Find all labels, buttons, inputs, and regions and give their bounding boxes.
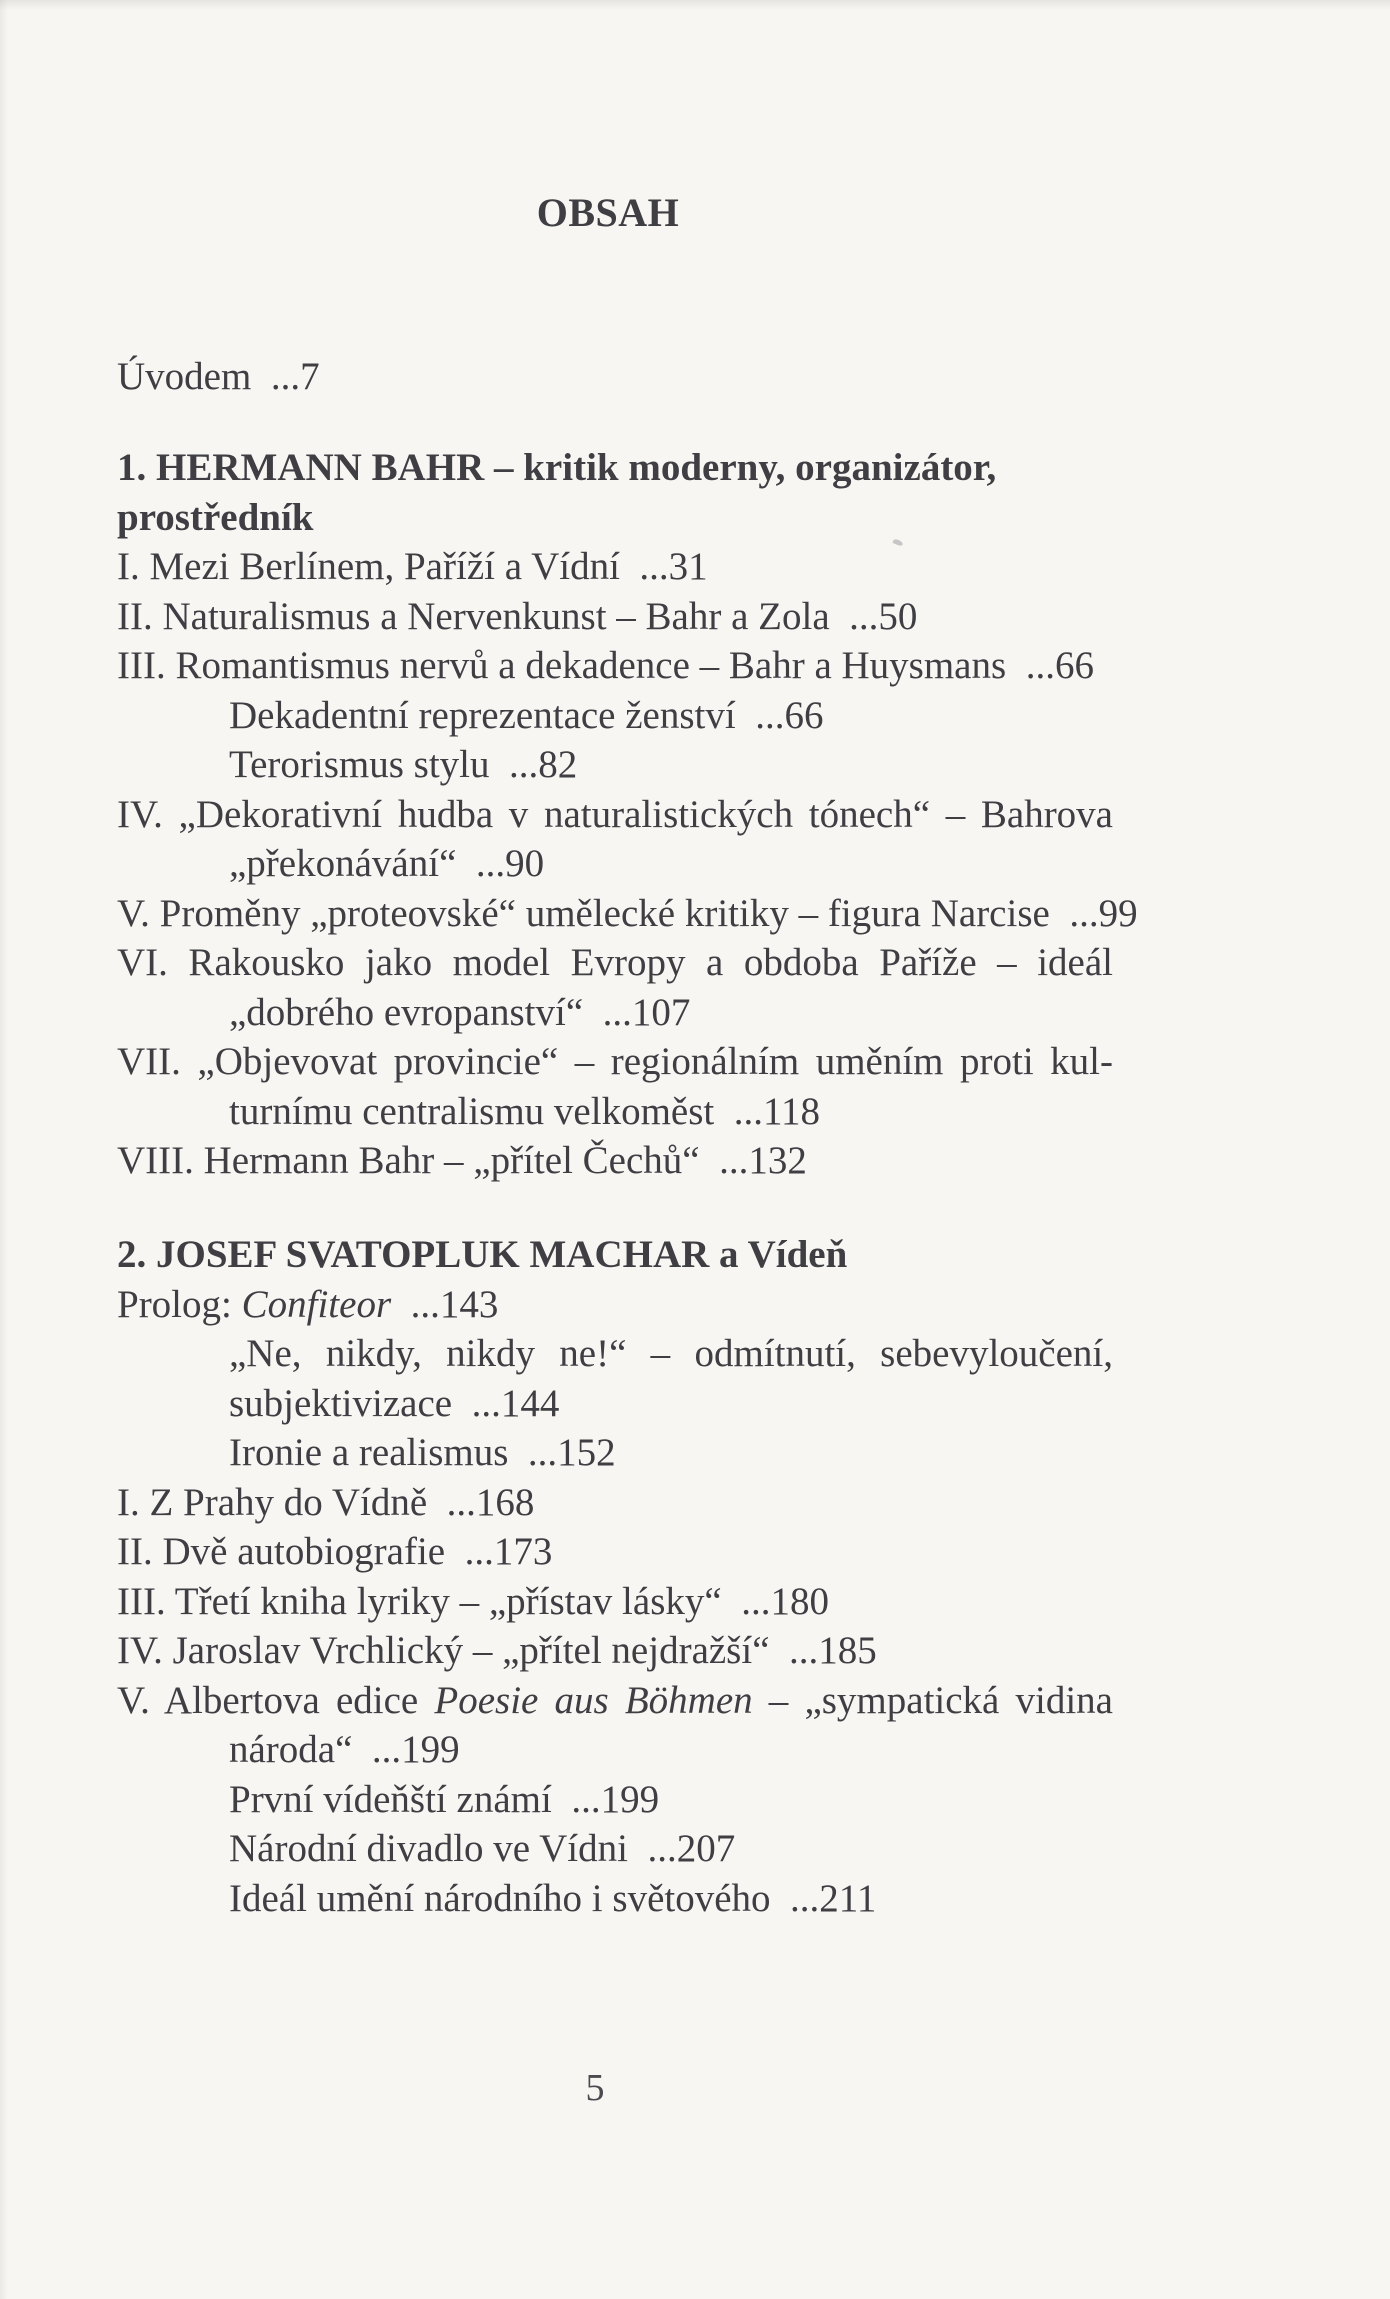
toc-entry-text: I. Mezi Berlínem, Paříží a Vídní	[117, 545, 620, 588]
toc-page-ref: ...199	[551, 1777, 660, 1821]
toc-page-ref: ...132	[699, 1139, 807, 1182]
toc-page-ref: ...143	[391, 1282, 499, 1326]
toc-page-ref: ...82	[489, 743, 578, 786]
toc-entry	[117, 352, 1113, 402]
toc-entry-text: I. Z Prahy do Vídně	[117, 1480, 428, 1524]
toc-entry-text: Dekadentní reprezentace ženství	[229, 693, 736, 737]
toc-entry	[117, 691, 1113, 741]
toc-entry	[117, 938, 1113, 988]
toc-entry-text: Terorismus stylu	[229, 743, 490, 786]
toc-page-ref: ...66	[1006, 644, 1094, 687]
toc-entry-text: Prolog:	[117, 1282, 242, 1326]
toc-entry	[117, 1725, 1113, 1775]
toc-entry	[117, 1329, 1113, 1379]
toc-entry	[117, 1626, 1113, 1676]
toc-page-ref: ...207	[627, 1827, 736, 1870]
toc-entry-text: „dobrého evropanství“	[229, 990, 584, 1034]
toc-entry	[117, 1478, 1113, 1528]
toc-entry-text: Národní divadlo ve Vídni	[229, 1827, 628, 1870]
toc-entry	[117, 1775, 1113, 1825]
toc-intro-block	[117, 352, 1113, 402]
toc-page-ref: ...118	[714, 1089, 821, 1133]
toc-page-ref: ...107	[583, 990, 691, 1034]
toc-page-ref: ...211	[770, 1876, 877, 1920]
toc-entry-text: IV. „Dekorativní hudba v naturalistických tónech“ – Bahrova	[117, 792, 1113, 836]
toc-page-ref: ...180	[721, 1579, 829, 1623]
toc-page-ref: ...173	[445, 1530, 553, 1573]
toc-entry	[117, 889, 1138, 939]
toc-entry	[117, 1230, 1113, 1280]
toc-entry-text: 1. HERMANN BAHR – kritik moderny, organizátor,	[117, 446, 997, 489]
page-title: OBSAH	[536, 190, 680, 235]
toc-entry-text: subjektivizace	[229, 1381, 453, 1425]
toc-entry	[117, 1577, 1113, 1627]
toc-entry	[117, 443, 1113, 493]
toc-entry-text-italic: Poesie aus Böhmen	[434, 1678, 753, 1722]
toc-entry	[117, 740, 1113, 790]
toc-entry	[117, 1824, 1113, 1874]
toc-entry-text: 2. JOSEF SVATOPLUK MACHAR a Vídeň	[117, 1233, 848, 1276]
toc-entry-text: III. Třetí kniha lyriky – „přístav lásky“	[117, 1579, 722, 1623]
toc-entry	[117, 988, 1113, 1038]
toc-entry	[117, 1280, 1113, 1330]
toc-entry	[117, 790, 1113, 840]
scan-edge-shading-top	[0, 0, 1390, 10]
toc-entry-text: III. Romantismus nervů a dekadence – Bahr a Huysmans	[117, 644, 1007, 687]
page-number: 5	[585, 2067, 605, 2109]
toc-entry	[117, 1676, 1113, 1726]
toc-entry-text: V. Albertova edice	[117, 1678, 435, 1722]
toc-entry	[117, 1428, 1113, 1478]
toc-entry	[117, 839, 1113, 889]
toc-entry-text: IV. Jaroslav Vrchlický – „přítel nejdražší“	[117, 1629, 770, 1672]
toc-entry-text: „překonávání“	[229, 842, 457, 885]
toc-entry-text: VI. Rakousko jako model Evropy a obdoba Paříže – ideál	[117, 941, 1113, 984]
toc-entry-text: Ideál umění národního i světového	[229, 1876, 771, 1920]
toc-entry-text: II. Naturalismus a Nervenkunst – Bahr a Zola	[117, 594, 830, 638]
toc-page-ref: ...66	[735, 693, 824, 737]
toc-entry-text: VII. „Objevovat provincie“ – regionálním uměním proti kul-	[117, 1040, 1113, 1083]
toc-entry	[117, 1379, 1113, 1429]
toc-page-ref: ...50	[829, 594, 918, 638]
toc-page-ref: ...144	[452, 1381, 560, 1425]
toc-entry-text: – „sympatická vidina	[752, 1678, 1113, 1722]
toc-entry	[117, 1527, 1113, 1577]
toc-page-ref: ...168	[427, 1480, 535, 1524]
toc-page-ref: ...199	[352, 1728, 460, 1771]
toc-entry-text-italic: Confiteor	[241, 1282, 392, 1326]
toc-page-ref: ...99	[1049, 891, 1138, 935]
toc-entry	[117, 1874, 1113, 1924]
toc-entry	[117, 493, 1113, 543]
toc-entry-text: „Ne, nikdy, nikdy ne!“ – odmítnutí, sebevyloučení,	[229, 1332, 1113, 1375]
toc-entry	[117, 592, 1113, 642]
toc-page-ref: ...7	[251, 355, 320, 398]
toc-entry-text: národa“	[229, 1728, 353, 1771]
toc-page-ref: ...185	[769, 1629, 877, 1672]
toc-entry-text: Ironie a realismus	[229, 1431, 509, 1474]
toc-entry	[117, 1087, 1113, 1137]
scan-edge-shading-left	[0, 0, 8, 2299]
toc-section-2	[117, 1230, 1113, 1923]
toc-entry-text: II. Dvě autobiografie	[117, 1530, 446, 1573]
toc-entry	[117, 1037, 1113, 1087]
toc-entry-text: První vídeňští známí	[229, 1777, 552, 1821]
toc-entry-text: V. Proměny „proteovské“ umělecké kritiky – figura Narcise	[117, 891, 1050, 935]
toc-entry-text: VIII. Hermann Bahr – „přítel Čechů“	[117, 1139, 700, 1182]
toc-entry-text: turnímu centralismu velkoměst	[229, 1089, 715, 1133]
toc-entry	[117, 641, 1113, 691]
toc-page-ref: ...152	[508, 1431, 616, 1474]
toc-entry	[117, 542, 1113, 592]
toc-section-1	[117, 443, 1138, 1186]
toc-page-ref: ...31	[619, 545, 708, 588]
toc-entry	[117, 1136, 1113, 1186]
toc-entry-text: Úvodem	[117, 355, 252, 398]
toc-entry-text: prostředník	[117, 495, 314, 539]
toc-page-ref: ...90	[456, 842, 545, 885]
